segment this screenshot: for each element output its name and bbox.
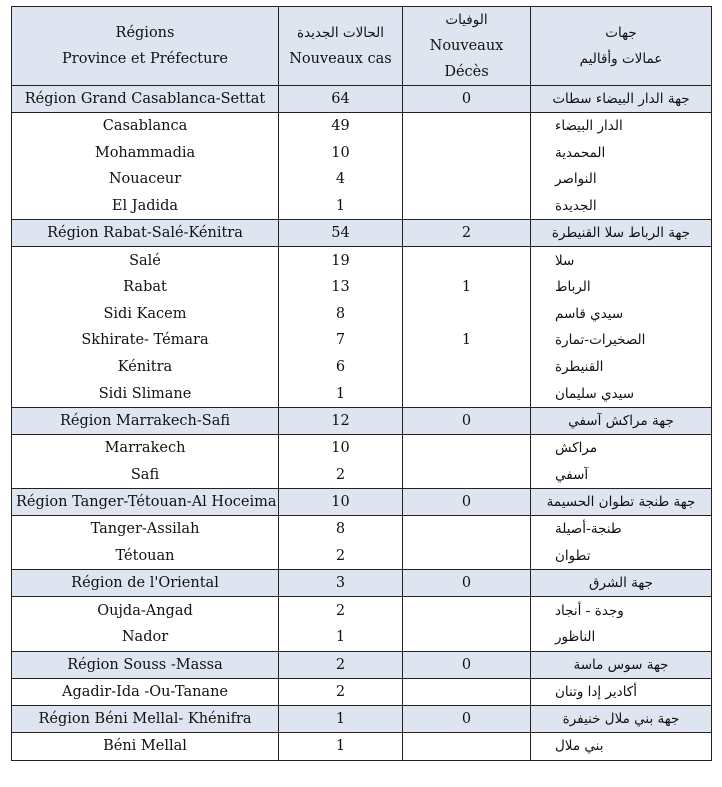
name-ar-cell: سيدي قاسم (531, 301, 712, 328)
cases-cell: 64 (279, 86, 403, 113)
deaths-cell (403, 543, 531, 570)
cases-cell: 1 (279, 706, 403, 733)
region-row (12, 407, 712, 434)
name-ar-cell: جهة بني ملال خنيفرة (531, 706, 712, 733)
cases-cell: 13 (279, 274, 403, 301)
deaths-cell: 0 (403, 706, 531, 733)
covid-cases-table (11, 6, 712, 761)
table-row (12, 597, 712, 624)
header-regions-ar-line1: جهات (605, 25, 637, 41)
cases-cell: 12 (279, 407, 403, 434)
cases-cell: 19 (279, 247, 403, 274)
name-ar-cell: سيدي سليمان (531, 380, 712, 407)
deaths-cell: 1 (403, 274, 531, 301)
name-cell: Nador (12, 624, 279, 651)
cases-cell: 49 (279, 113, 403, 140)
name-cell: Skhirate- Témara (12, 327, 279, 354)
name-cell: Tétouan (12, 543, 279, 570)
deaths-cell (403, 462, 531, 489)
deaths-cell (403, 516, 531, 543)
name-ar-cell: المحمدية (531, 140, 712, 167)
deaths-cell: 0 (403, 407, 531, 434)
header-cases-fr: Nouveaux cas (289, 51, 392, 67)
name-ar-cell: سلا (531, 247, 712, 274)
header-regions-line1: Régions (115, 25, 175, 41)
deaths-cell (403, 597, 531, 624)
cases-cell: 6 (279, 354, 403, 381)
deaths-cell: 0 (403, 570, 531, 597)
table-body (12, 86, 712, 761)
region-row (12, 706, 712, 733)
cases-cell: 2 (279, 543, 403, 570)
table-row (12, 380, 712, 407)
deaths-cell (403, 380, 531, 407)
name-ar-cell: جهة الدار البيضاء سطات (531, 86, 712, 113)
name-cell: Région Marrakech-Safi (12, 407, 279, 434)
region-row (12, 86, 712, 113)
name-ar-cell: جهة الرباط سلا القنيطرة (531, 220, 712, 247)
cases-cell: 4 (279, 166, 403, 193)
name-ar-cell: آسفي (531, 462, 712, 489)
cases-cell: 2 (279, 678, 403, 706)
header-cases-ar: الحالات الجديدة (297, 25, 384, 41)
name-ar-cell: مراكش (531, 434, 712, 461)
deaths-cell (403, 140, 531, 167)
header-deaths-ar: الوفيات (445, 12, 488, 28)
name-ar-cell: القنيطرة (531, 354, 712, 381)
name-cell: Béni Mellal (12, 733, 279, 761)
table-row (12, 301, 712, 328)
region-row (12, 570, 712, 597)
header-regions-ar-line2: عمالات وأقاليم (579, 51, 663, 67)
header-cases (279, 7, 403, 86)
table-row (12, 354, 712, 381)
name-cell: Tanger-Assilah (12, 516, 279, 543)
cases-cell: 2 (279, 651, 403, 678)
header-regions (12, 7, 279, 86)
name-cell: Sidi Slimane (12, 380, 279, 407)
name-cell: Rabat (12, 274, 279, 301)
name-cell: Marrakech (12, 434, 279, 461)
deaths-cell: 0 (403, 489, 531, 516)
cases-cell: 8 (279, 516, 403, 543)
name-ar-cell: تطوان (531, 543, 712, 570)
name-cell: Région de l'Oriental (12, 570, 279, 597)
region-row (12, 220, 712, 247)
name-cell: Sidi Kacem (12, 301, 279, 328)
name-cell: Région Rabat-Salé-Kénitra (12, 220, 279, 247)
table-row (12, 624, 712, 651)
name-ar-cell: الصخيرات-تمارة (531, 327, 712, 354)
name-cell: Agadir-Ida -Ou-Tanane (12, 678, 279, 706)
deaths-cell (403, 624, 531, 651)
header-regions-line2: Province et Préfecture (62, 51, 228, 67)
name-ar-cell: الجديدة (531, 193, 712, 220)
deaths-cell (403, 113, 531, 140)
table-row (12, 434, 712, 461)
header-deaths (403, 7, 531, 86)
cases-cell: 2 (279, 462, 403, 489)
name-ar-cell: طنجة-أصيلة (531, 516, 712, 543)
name-ar-cell: جهة مراكش آسفي (531, 407, 712, 434)
deaths-cell (403, 434, 531, 461)
name-ar-cell: جهة طنجة تطوان الحسيمة (531, 489, 712, 516)
table-row (12, 733, 712, 761)
cases-cell: 1 (279, 624, 403, 651)
table-row (12, 516, 712, 543)
name-ar-cell: الدار البيضاء (531, 113, 712, 140)
name-cell: Salé (12, 247, 279, 274)
deaths-cell (403, 301, 531, 328)
region-row (12, 489, 712, 516)
cases-cell: 1 (279, 733, 403, 761)
name-cell: Région Tanger-Tétouan-Al Hoceima (12, 489, 279, 516)
header-row (12, 7, 712, 86)
deaths-cell: 1 (403, 327, 531, 354)
deaths-cell (403, 193, 531, 220)
cases-cell: 8 (279, 301, 403, 328)
name-ar-cell: النواصر (531, 166, 712, 193)
name-cell: Région Grand Casablanca-Settat (12, 86, 279, 113)
name-cell: Région Béni Mellal- Khénifra (12, 706, 279, 733)
deaths-cell (403, 247, 531, 274)
cases-cell: 3 (279, 570, 403, 597)
name-cell: El Jadida (12, 193, 279, 220)
name-ar-cell: أكادير إدا وتنان (531, 678, 712, 706)
cases-cell: 54 (279, 220, 403, 247)
deaths-cell: 0 (403, 651, 531, 678)
table-row (12, 327, 712, 354)
name-cell: Nouaceur (12, 166, 279, 193)
name-cell: Safi (12, 462, 279, 489)
cases-cell: 2 (279, 597, 403, 624)
deaths-cell (403, 678, 531, 706)
region-row (12, 651, 712, 678)
name-cell: Région Souss -Massa (12, 651, 279, 678)
name-cell: Mohammadia (12, 140, 279, 167)
deaths-cell (403, 354, 531, 381)
table-row (12, 462, 712, 489)
header-deaths-fr: Nouveaux Décès (429, 38, 504, 80)
table-row (12, 166, 712, 193)
name-ar-cell: وجدة - أنجاد (531, 597, 712, 624)
cases-cell: 10 (279, 434, 403, 461)
cases-cell: 10 (279, 140, 403, 167)
name-ar-cell: الناظور (531, 624, 712, 651)
name-ar-cell: الرباط (531, 274, 712, 301)
name-ar-cell: جهة سوس ماسة (531, 651, 712, 678)
name-ar-cell: بني ملال (531, 733, 712, 761)
cases-cell: 1 (279, 380, 403, 407)
deaths-cell (403, 166, 531, 193)
cases-cell: 10 (279, 489, 403, 516)
table-row (12, 274, 712, 301)
table-row (12, 247, 712, 274)
table-row (12, 678, 712, 706)
deaths-cell (403, 733, 531, 761)
cases-cell: 7 (279, 327, 403, 354)
name-cell: Kénitra (12, 354, 279, 381)
name-cell: Oujda-Angad (12, 597, 279, 624)
table-row (12, 543, 712, 570)
deaths-cell: 2 (403, 220, 531, 247)
table-row (12, 140, 712, 167)
table-row (12, 113, 712, 140)
header-regions-ar (531, 7, 712, 86)
deaths-cell: 0 (403, 86, 531, 113)
name-cell: Casablanca (12, 113, 279, 140)
name-ar-cell: جهة الشرق (531, 570, 712, 597)
cases-cell: 1 (279, 193, 403, 220)
table-row (12, 193, 712, 220)
